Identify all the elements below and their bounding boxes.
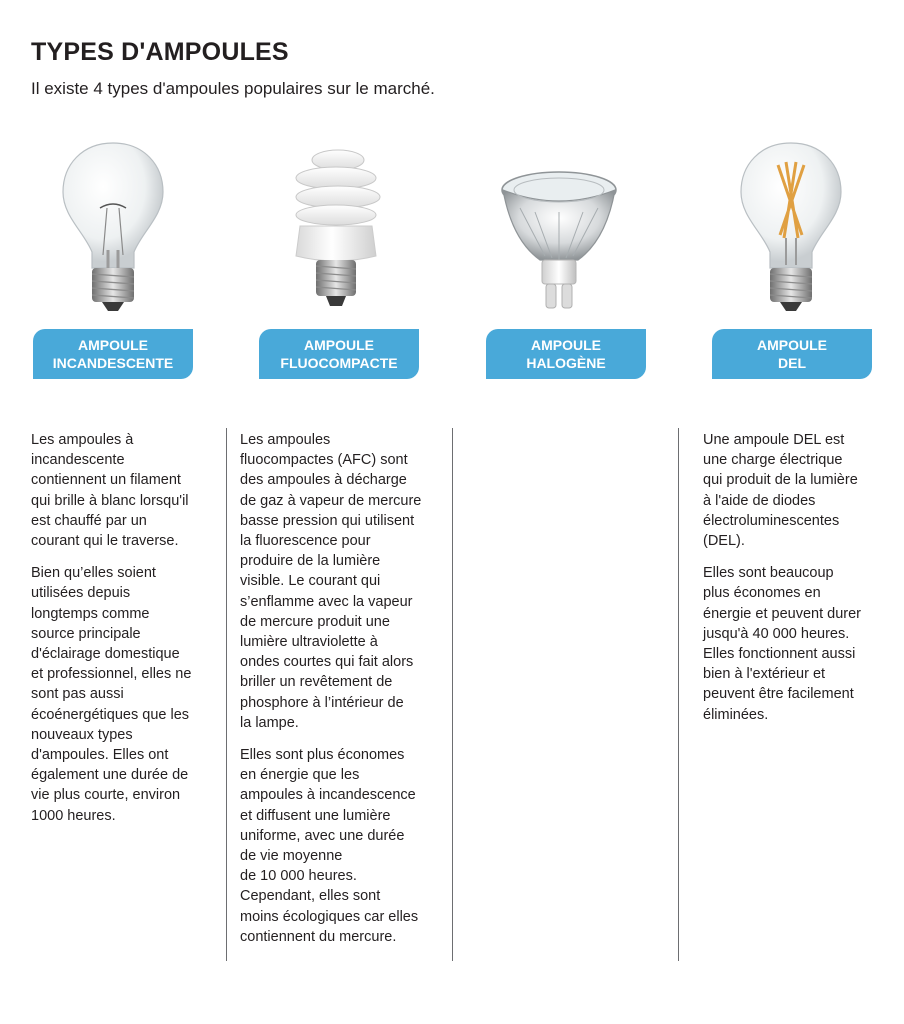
text-line: une charge électrique <box>703 452 843 469</box>
text-line: bien à l'extérieur et <box>703 666 826 683</box>
text-line: et professionnel, elles ne <box>31 666 192 683</box>
text-line: éliminées. <box>703 706 769 723</box>
halogen-bulb-icon <box>500 168 618 314</box>
label-incandescent <box>33 329 193 379</box>
text-line: s’enflamme avec la vapeur <box>240 593 413 610</box>
column-divider <box>226 428 227 961</box>
label-line1: AMPOULE <box>531 337 601 353</box>
text-line: phosphore à l’intérieur de <box>240 694 404 711</box>
text-line: moins écologiques car elles <box>240 908 419 925</box>
text-line: Les ampoules à <box>31 432 134 448</box>
description-fluocompact <box>240 430 450 959</box>
text-line: visible. Le courant qui <box>240 573 381 590</box>
text-line: ampoules à incandescence <box>240 787 416 804</box>
text-line: basse pression qui utilisent <box>240 512 415 529</box>
label-line2: HALOGÈNE <box>526 355 606 371</box>
column-divider <box>678 428 679 961</box>
text-line: également une durée de <box>31 767 189 784</box>
label-fluocompact <box>259 329 419 379</box>
text-line: de mercure produit une <box>240 613 390 630</box>
text-line: est chauffé par un <box>31 512 147 529</box>
paragraph <box>31 430 221 551</box>
text-line: sont pas aussi <box>31 686 124 703</box>
text-line: Bien qu’elles soient <box>31 565 156 582</box>
text-line: contiennent du mercure. <box>240 928 397 945</box>
text-line: contiennent un filament <box>31 472 181 489</box>
paragraph <box>240 745 450 947</box>
text-line: en énergie que les <box>240 767 360 784</box>
text-line: fluocompactes (AFC) sont <box>240 452 408 469</box>
text-line: 1000 heures. <box>31 807 116 824</box>
fluocompact-bulb-icon <box>286 148 386 310</box>
text-line: d'ampoules. Elles ont <box>31 747 169 764</box>
text-line: d'éclairage domestique <box>31 646 180 663</box>
label-line2: INCANDESCENTE <box>52 355 174 371</box>
label-halogen <box>486 329 646 379</box>
paragraph <box>31 563 221 826</box>
text-line: à l'aide de diodes <box>703 492 816 509</box>
paragraph <box>703 563 893 725</box>
text-line: de vie moyenne <box>240 848 343 865</box>
description-incandescent <box>31 430 221 838</box>
label-line1: AMPOULE <box>304 337 374 353</box>
text-line: jusqu'à 40 000 heures. <box>703 625 850 642</box>
text-line: utilisées depuis <box>31 585 131 602</box>
label-line1: AMPOULE <box>757 337 827 353</box>
paragraph <box>703 430 893 551</box>
text-line: briller un revêtement de <box>240 674 393 691</box>
column-divider <box>452 428 453 961</box>
description-led <box>703 430 893 737</box>
led-bulb-icon <box>738 140 844 312</box>
text-line: Elles sont plus économes <box>240 747 405 764</box>
text-line: écoénergétiques que les <box>31 706 190 723</box>
text-line: de gaz à vapeur de mercure <box>240 492 422 509</box>
label-led <box>712 329 872 379</box>
text-line: la fluorescence pour <box>240 533 371 550</box>
page-subtitle: Il existe 4 types d'ampoules populaires sur le marché. <box>31 79 435 98</box>
text-line: vie plus courte, environ <box>31 787 181 804</box>
text-line: source principale <box>31 625 141 642</box>
text-line: plus économes en <box>703 585 821 602</box>
text-line: peuvent être facilement <box>703 686 854 703</box>
text-line: énergie et peuvent durer <box>703 605 861 622</box>
text-line: uniforme, avec une durée <box>240 827 405 844</box>
page-title: TYPES D'AMPOULES <box>31 38 289 66</box>
text-line: (DEL). <box>703 533 745 550</box>
text-line: Une ampoule DEL est <box>703 432 845 448</box>
label-line1: AMPOULE <box>78 337 148 353</box>
text-line: lumière ultraviolette à <box>240 634 378 651</box>
text-line: courant qui le traverse. <box>31 533 179 550</box>
label-line2: FLUOCOMPACTE <box>280 355 398 371</box>
text-line: des ampoules à décharge <box>240 472 407 489</box>
text-line: longtemps comme <box>31 605 150 622</box>
text-line: électroluminescentes <box>703 512 840 529</box>
label-line2: DEL <box>778 355 806 371</box>
text-line: la lampe. <box>240 714 299 731</box>
text-line: et diffusent une lumière <box>240 807 391 824</box>
incandescent-bulb-icon <box>60 140 166 312</box>
text-line: de 10 000 heures. <box>240 868 357 885</box>
text-line: incandescente <box>31 452 125 469</box>
text-line: qui produit de la lumière <box>703 472 858 489</box>
text-line: ondes courtes qui fait alors <box>240 654 414 671</box>
text-line: qui brille à blanc lorsqu'il <box>31 492 189 509</box>
text-line: Elles fonctionnent aussi <box>703 646 856 663</box>
text-line: Elles sont beaucoup <box>703 565 834 582</box>
text-line: produire de la lumière <box>240 553 381 570</box>
text-line: Les ampoules <box>240 432 331 448</box>
text-line: Cependant, elles sont <box>240 888 381 905</box>
paragraph <box>240 430 450 733</box>
text-line: nouveaux types <box>31 726 133 743</box>
